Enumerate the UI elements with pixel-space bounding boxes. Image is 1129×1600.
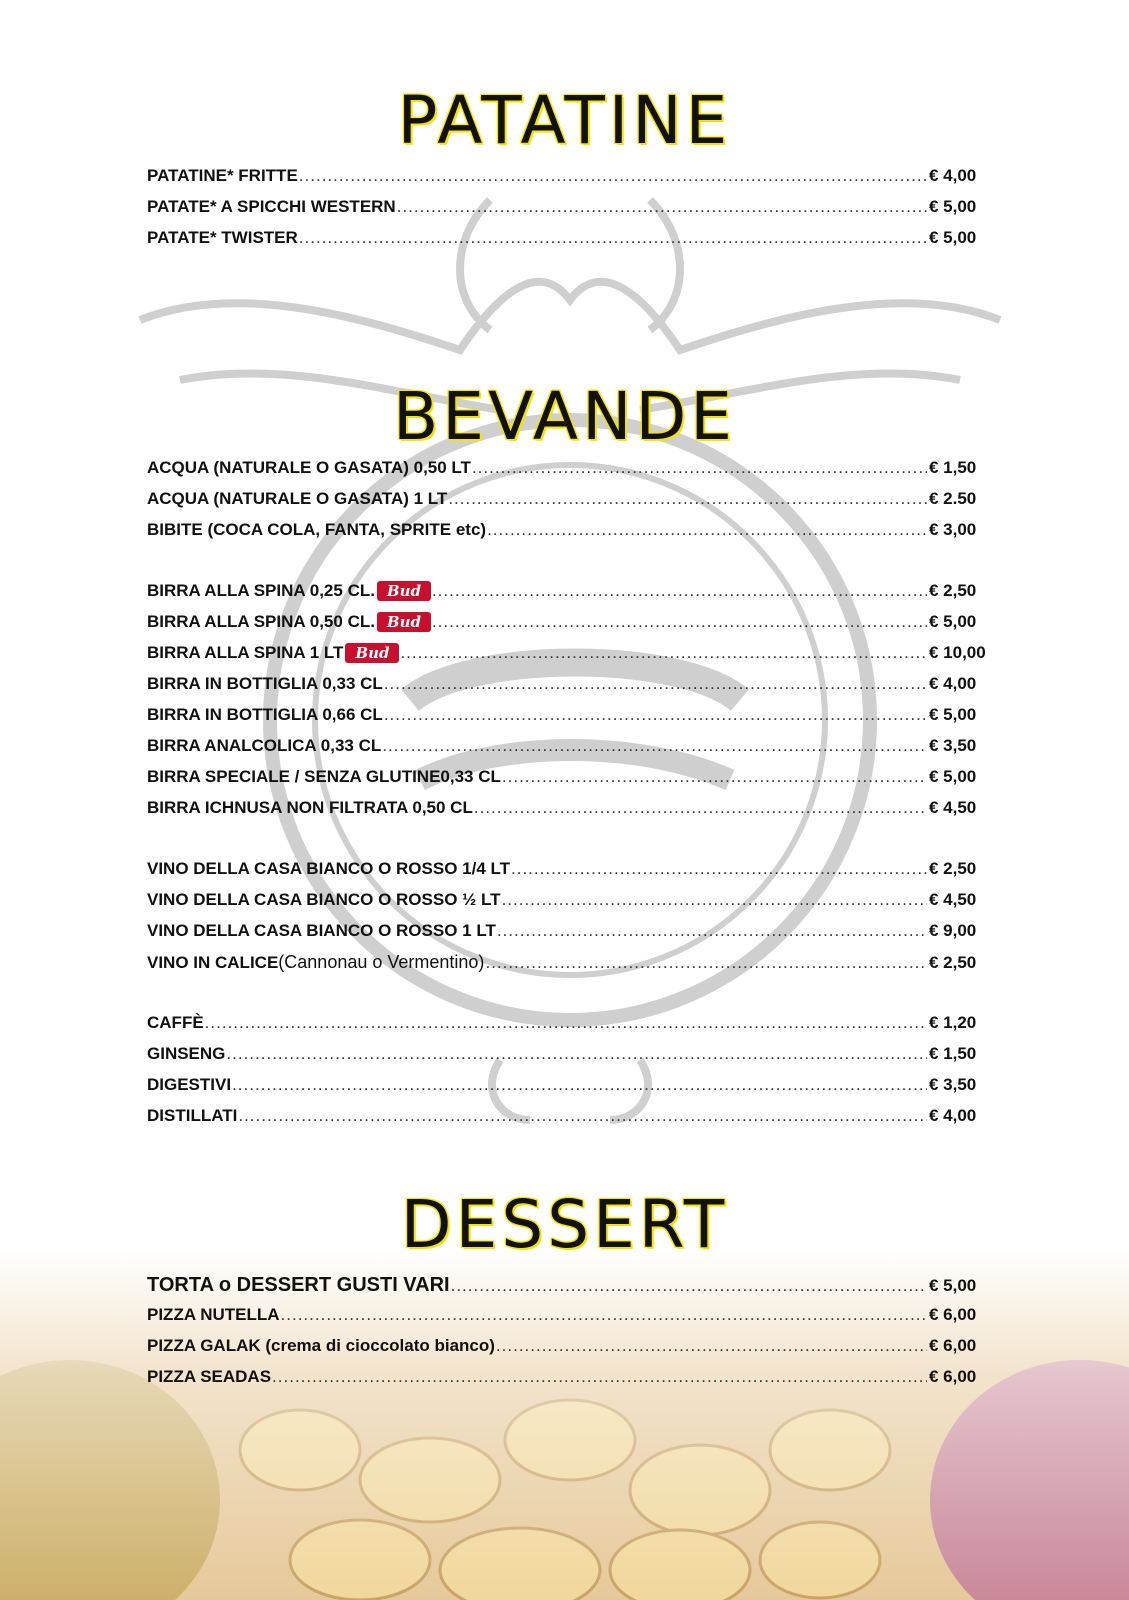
item-price: € 3,50	[929, 1075, 977, 1094]
leader-dots	[496, 1336, 927, 1356]
item-name: VINO IN CALICE	[147, 953, 279, 972]
item-price: € 4,50	[929, 890, 977, 909]
item-note: (Cannonau o Vermentino)	[278, 952, 485, 972]
patatine-list	[147, 166, 1003, 259]
spacer	[147, 829, 1003, 859]
item-price: € 5,00	[929, 767, 977, 786]
bud-logo: Bud	[345, 643, 399, 663]
menu-item	[147, 736, 1003, 767]
leader-dots	[238, 1106, 927, 1126]
item-name: DISTILLATI	[147, 1106, 238, 1125]
item-price: € 2.50	[929, 489, 977, 508]
spacer	[147, 983, 1003, 1013]
menu-item	[147, 1336, 1003, 1367]
item-price: € 2,50	[929, 859, 977, 878]
item-name: CAFFÈ	[147, 1013, 204, 1032]
menu-item	[147, 458, 1003, 489]
bud-logo: Bud	[377, 581, 431, 601]
menu-item	[147, 798, 1003, 829]
item-name: TORTA o DESSERT GUSTI VARI	[147, 1274, 450, 1296]
item-name: BIRRA IN BOTTIGLIA 0,66 CL	[147, 705, 383, 724]
leader-dots	[384, 674, 927, 694]
item-name: PATATINE* FRITTE	[147, 166, 298, 185]
item-price: € 1,50	[929, 458, 977, 477]
bevande-title: BEVANDE	[393, 378, 736, 455]
dessert-title: DESSERT	[400, 1186, 729, 1263]
bevande-list	[147, 458, 1003, 1137]
leader-dots	[451, 1276, 927, 1296]
item-price: € 1,20	[929, 1013, 977, 1032]
item-price: € 3,00	[929, 520, 977, 539]
menu-item	[147, 581, 1003, 612]
menu-item	[147, 489, 1003, 520]
item-price: € 6,00	[929, 1336, 977, 1355]
item-name: PATATE* A SPICCHI WESTERN	[147, 197, 396, 216]
leader-dots	[485, 953, 927, 973]
leader-dots	[497, 921, 927, 941]
leader-dots	[299, 166, 927, 186]
menu-item	[147, 859, 1003, 890]
dessert-list	[147, 1274, 1003, 1398]
item-name: BIRRA SPECIALE / SENZA GLUTINE0,33 CL	[147, 767, 501, 786]
leader-dots	[432, 612, 927, 632]
menu-item	[147, 705, 1003, 736]
menu-item	[147, 612, 1003, 643]
item-name: PIZZA NUTELLA	[147, 1305, 280, 1324]
leader-dots	[281, 1305, 927, 1325]
item-price: € 10,00	[929, 643, 986, 662]
leader-dots	[502, 890, 927, 910]
item-price: € 5,00	[929, 197, 977, 216]
leader-dots	[384, 705, 927, 725]
item-name: VINO DELLA CASA BIANCO O ROSSO 1 LT	[147, 921, 496, 940]
item-name: ACQUA (NATURALE O GASATA) 1 LT	[147, 489, 448, 508]
item-price: € 4,00	[929, 674, 977, 693]
menu-item	[147, 1044, 1003, 1075]
leader-dots	[474, 798, 927, 818]
leader-dots	[299, 228, 927, 248]
leader-dots	[472, 458, 927, 478]
item-name: PIZZA GALAK (crema di cioccolato bianco)	[147, 1336, 495, 1355]
item-price: € 2,50	[929, 953, 977, 972]
item-name: VINO DELLA CASA BIANCO O ROSSO 1/4 LT	[147, 859, 511, 878]
item-price: € 5,00	[929, 1276, 977, 1295]
leader-dots	[382, 736, 927, 756]
menu-item	[147, 767, 1003, 798]
leader-dots	[400, 643, 927, 663]
item-price: € 4,00	[929, 166, 977, 185]
leader-dots	[448, 489, 927, 509]
item-price: € 5,00	[929, 228, 977, 247]
menu-item	[147, 520, 1003, 551]
leader-dots	[205, 1013, 927, 1033]
item-name: VINO DELLA CASA BIANCO O ROSSO ½ LT	[147, 890, 501, 909]
item-name: GINSENG	[147, 1044, 226, 1063]
item-name: BIRRA ALLA SPINA 0,50 CL.	[147, 612, 375, 631]
item-price: € 2,50	[929, 581, 977, 600]
menu-item	[147, 228, 1003, 259]
item-name: BIRRA ANALCOLICA 0,33 CL	[147, 736, 382, 755]
menu-item	[147, 1274, 1003, 1305]
leader-dots	[397, 197, 927, 217]
menu-item	[147, 890, 1003, 921]
menu-item	[147, 1305, 1003, 1336]
menu-item	[147, 674, 1003, 705]
item-price: € 9,00	[929, 921, 977, 940]
leader-dots	[487, 520, 927, 540]
patatine-title: PATATINE	[397, 82, 732, 159]
item-name: PIZZA SEADAS	[147, 1367, 272, 1386]
leader-dots	[511, 859, 927, 879]
item-name: BIBITE (COCA COLA, FANTA, SPRITE etc)	[147, 520, 487, 539]
item-price: € 3,50	[929, 736, 977, 755]
item-price: € 4,50	[929, 798, 977, 817]
menu-item	[147, 197, 1003, 228]
item-price: € 5,00	[929, 612, 977, 631]
menu-item	[147, 921, 1003, 952]
menu-item	[147, 166, 1003, 197]
item-price: € 6,00	[929, 1305, 977, 1324]
item-name: BIRRA ALLA SPINA 1 LT	[147, 643, 344, 662]
leader-dots	[272, 1367, 927, 1387]
menu-item	[147, 952, 1003, 983]
leader-dots	[232, 1075, 927, 1095]
menu-item	[147, 1013, 1003, 1044]
leader-dots	[432, 581, 927, 601]
menu-item	[147, 1075, 1003, 1106]
item-name: DIGESTIVI	[147, 1075, 232, 1094]
item-name: PATATE* TWISTER	[147, 228, 298, 247]
leader-dots	[226, 1044, 927, 1064]
item-name: BIRRA ICHNUSA NON FILTRATA 0,50 CL	[147, 798, 473, 817]
menu-item	[147, 1367, 1003, 1398]
item-price: € 1,50	[929, 1044, 977, 1063]
menu-item	[147, 1106, 1003, 1137]
item-name: BIRRA ALLA SPINA 0,25 CL.	[147, 581, 375, 600]
spacer	[147, 551, 1003, 581]
item-price: € 6,00	[929, 1367, 977, 1386]
menu-item	[147, 643, 1003, 674]
bud-logo: Bud	[377, 612, 431, 632]
leader-dots	[502, 767, 927, 787]
item-price: € 4,00	[929, 1106, 977, 1125]
item-name: BIRRA IN BOTTIGLIA 0,33 CL	[147, 674, 383, 693]
item-name: ACQUA (NATURALE O GASATA) 0,50 LT	[147, 458, 471, 477]
item-price: € 5,00	[929, 705, 977, 724]
